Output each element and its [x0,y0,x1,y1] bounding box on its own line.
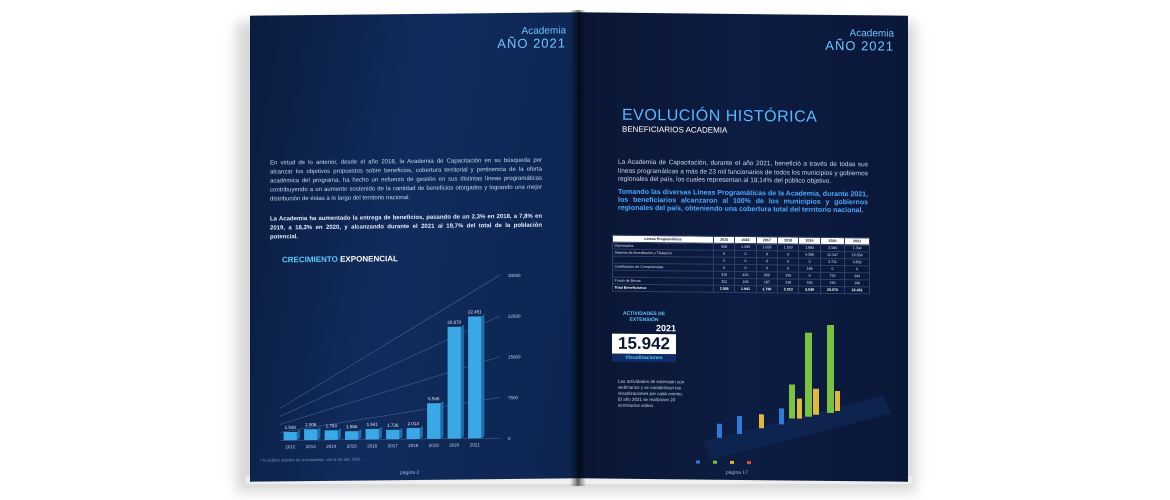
chart-bar [304,429,317,440]
chart-bar [366,429,379,440]
x-tick-label: 2021 [469,442,480,448]
intro-paragraph: En virtud de lo anterior, desde el año 2018, la Academia de Capacitación en su búsqueda por alcanzar los objetivos propuestos sobre beneficios, cobertura territorial y pertinencia de la oferta académica del programa, ha hecho un esfuerzo de gestión en sus distintas líneas programáticas contribuyendo a un aumento sostenido de la cantidad de beneficios otorgados y logrando una mejor distribución de éstas a lo largo del territorio nacional. [270,157,542,203]
chart-bar-side [461,325,464,439]
chart-bar [386,430,399,440]
table-cell: 1.941 [735,285,756,292]
section-subtitle: BENEFICIARIOS ACADEMIA [622,124,728,135]
bar-value-label: 1.763 [325,423,337,429]
table-cell: 1.520 [778,244,799,251]
growth-bar-chart [250,262,580,455]
table-cell: 426 [735,271,756,278]
table-cell: Fondo de Becas [613,277,714,285]
table-header: 2018 [778,237,799,244]
3d-chart-legend [696,460,763,465]
3d-bar [779,408,784,424]
table-cell: 3.832 [845,259,870,266]
chart-bar-side [420,426,423,439]
activities-year: 2021 [655,323,676,334]
table-header: 2017 [756,237,777,244]
footnote: * % público objetivo de la Academia, con la del año 2021 ... [260,456,365,463]
brand-line1: Academia [849,28,894,40]
table-cell: 928 [714,243,735,250]
table-cell: Sistema de Acreditación y Titulación [613,249,714,257]
bar-value-label: 2.013 [407,421,419,427]
table-header: 2015 [714,236,735,243]
chart-bar-side [399,428,402,439]
table-cell: 193 [735,278,756,285]
table-cell: 22.451 [845,287,870,294]
page-number-right: página 17 [726,469,748,477]
table-header: 2016 [735,236,756,243]
chart-bar [345,431,358,440]
table-cell: 0 [714,257,735,264]
growth-paragraph: La Academia ha aumentado la entrega de beneficios, pasando de un 2,3% en 2018, a 7,8% en 2019, a 18,3% en 2020, y alcanzando durante el 2021 al 19,7% del total de la población potencial. [270,213,542,241]
table-cell: 0 [756,258,777,265]
section-title: EVOLUCIÓN HISTÓRICA [622,106,818,126]
table-cell: 196 [845,280,870,287]
table-cell: 0 [735,264,756,271]
y-tick-label: 7500 [508,395,519,401]
chart-bar-side [338,428,341,440]
grid-line [280,275,500,408]
chart-bar [468,316,481,438]
table-cell: 0 [714,250,735,257]
x-tick-label: 2014 [326,443,337,449]
table-cell: 0 [820,265,845,272]
table-cell: 190 [820,279,845,286]
bar-value-label: 20.570 [447,319,462,325]
3d-bar [805,333,812,417]
table-cell: 0 [714,264,735,271]
y-tick-label: 15000 [508,354,521,360]
chart-bar [407,428,420,439]
x-tick-label: 2015 [346,443,357,449]
table-total-row [613,284,870,294]
bar-value-label: 1.566 [346,424,358,430]
table-cell: 0 [756,265,777,272]
table-cell: 733 [820,272,845,279]
table-cell: 1.736 [756,286,777,293]
left-page [250,12,580,481]
table-cell: 394 [845,273,870,280]
3d-bar [827,325,834,413]
x-tick-label: 2018 [408,442,419,449]
brand-line2: AÑO 2021 [497,35,566,52]
3d-bar [813,389,819,415]
table-header: Líneas Programáticas [613,235,714,243]
bar-value-label: 1.941 [366,421,378,427]
chart-bar-side [481,314,484,438]
3d-bar [759,414,764,428]
chart-bar [448,327,461,439]
bar-value-label: 6.548 [428,396,440,402]
x-tick-label: 2019 [428,442,439,448]
table-cell: Total Beneficiarios [613,284,714,292]
legend-item [713,460,719,464]
legend-item [747,460,753,464]
table-header: 2021 [845,238,870,245]
table-cell: 1.566 [714,285,735,292]
activities-title: ACTIVIDADES DE EXTENSIÓN [622,310,666,324]
table-cell: 316 [714,271,735,278]
table-header: 2019 [799,237,820,244]
table-cell: 0 [799,272,820,279]
brand-line1: Academia [521,25,566,37]
activities-number: 15.942 [612,334,676,355]
table-cell: 500 [756,272,777,279]
y-tick-label: 22500 [508,313,521,319]
table-cell: 3.184 [820,244,845,251]
3d-bar [717,424,722,438]
table-cell: 187 [756,279,777,286]
table-header: 2020 [820,237,845,244]
brand-logo-right [825,29,894,53]
table-cell: 2.013 [778,286,799,293]
legend-item [696,460,702,464]
bar-value-label: 2.006 [305,422,317,428]
brand-line2: AÑO 2021 [825,37,894,54]
table-cell: 1.684 [799,244,820,251]
table-cell: 0 [845,266,870,273]
x-tick-label: 2012 [285,444,296,450]
table-cell: 4.356 [799,251,820,258]
3d-bar [789,384,795,418]
chart-bar-side [440,401,443,439]
x-tick-label: 2016 [367,443,378,449]
x-tick-label: 2020 [449,442,460,448]
bar-value-label: 22.451 [467,309,482,315]
3d-bar [835,391,840,411]
table-cell: Certificación de Competencias [613,263,714,271]
table-cell: 190 [799,279,820,286]
y-tick-label: 0 [508,435,511,442]
table-cell: 0 [778,265,799,272]
chart-bar [427,403,440,439]
coverage-paragraph: Tomando las diversas Líneas Programáticas de la Academia, durante 2021, los beneficiarios alcanzaron al 100% de los municipios y gobiernos regionales del país, obteniendo una cobertura total del territorio nacional. [618,188,868,215]
extension-activities-box [612,311,676,363]
x-tick-label: 2017 [387,443,398,449]
table-cell: 0 [799,258,820,265]
chart-bar-side [317,427,320,440]
table-cell: 0 [735,257,756,264]
beneficiaries-table [612,235,870,295]
3d-bar-chart-decoration [693,323,893,465]
table-cell: 1.394 [845,245,870,252]
table-cell: 148 [799,265,820,272]
chart-bar [284,432,297,441]
table-cell: Diplomados [613,242,714,250]
activities-label: Visualizaciones [612,354,676,363]
chart-bar-side [297,430,300,440]
grid-line [280,316,500,417]
chart-bar-side [358,429,361,440]
x-tick-label: 2013 [305,444,316,450]
table-cell: 3.711 [820,258,845,265]
y-tick-label: 30000 [508,272,521,279]
3d-bar [737,416,742,434]
table-cell: 1.028 [756,244,777,251]
table-cell: 0 [778,258,799,265]
chart-bar [325,430,338,440]
chart-bar-side [379,427,382,440]
table-cell: 0 [735,250,756,257]
table-cell: 0 [756,251,777,258]
chart-title-a: CRECIMIENTO [282,254,338,265]
table-cell: 12.107 [820,251,845,258]
activities-description: Las actividades de extensión son webinarios y se contabilizan las visualizaciones por cada evento. El año 2021 se realizaron 20 seminarios online. [618,378,685,409]
3d-bar [797,399,802,419]
table-cell: 238 [778,279,799,286]
page-number-left: página 2 [400,469,420,477]
table-cell: 15.554 [845,252,870,259]
evolution-paragraph: La Academia de Capacitación, durante el año 2021, benefició a través de todas sus líneas programáticas a más de 23 mil funcionarios de todos los municipios y gobiernos regionales del país, los cuales representan al 19,14% del público objetivo. [618,158,868,185]
bar-value-label: 1.736 [387,422,399,428]
table-cell: 322 [714,278,735,285]
book-spine-gutter [570,10,586,486]
table-cell: 20.570 [820,286,845,293]
chart-title [282,254,398,264]
table-cell: 0 [778,251,799,258]
table-cell: 6.548 [799,286,820,293]
brand-logo-left [497,26,566,50]
chart-title-b: EXPONENCIAL [340,254,398,264]
table-cell: 1.395 [735,243,756,250]
bar-value-label: 1.548 [284,424,296,430]
table-cell: 295 [778,272,799,279]
right-page [578,12,908,481]
legend-item [730,460,736,464]
